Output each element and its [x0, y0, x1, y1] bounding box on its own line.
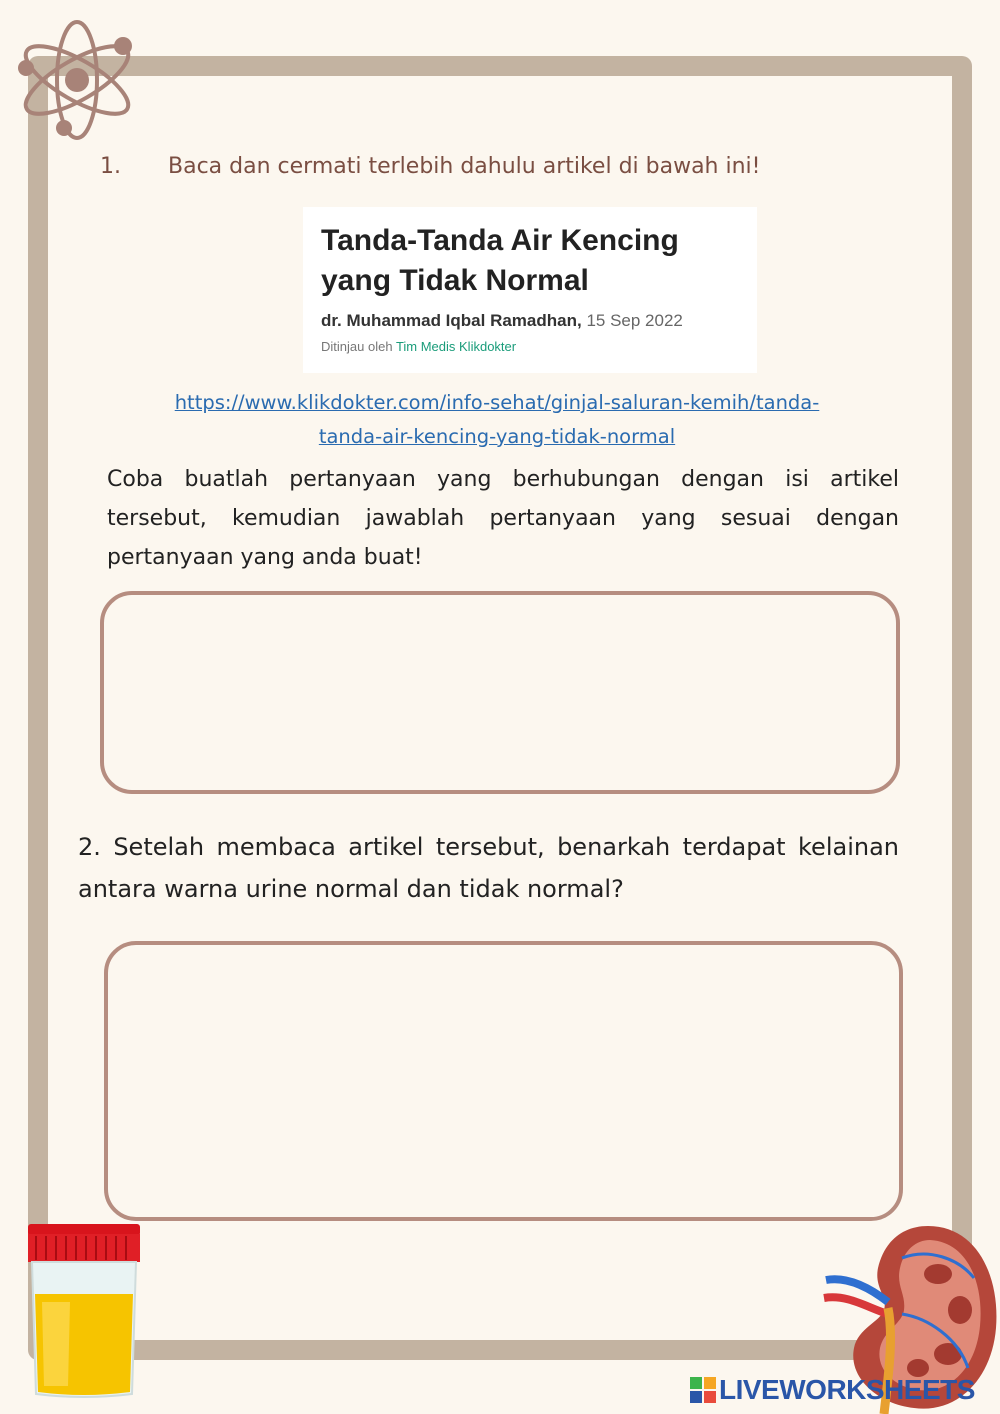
urine-sample-cup-icon: [22, 1222, 146, 1402]
article-title: Tanda-Tanda Air Kencing yang Tidak Normal: [321, 224, 679, 297]
instruction-text: Coba buatlah pertanyaan yang berhubungan dengan isi artikel tersebut, kemudian jawablah pertanyaan yang sesuai dengan pertanyaan yang anda buat!: [107, 467, 899, 570]
question-1-text: Baca dan cermati terlebih dahulu artikel di bawah ini!: [168, 154, 761, 179]
article-byline: [321, 311, 683, 331]
liveworksheets-watermark: [690, 1372, 992, 1408]
article-link-line-1[interactable]: https://www.klikdokter.com/info-sehat/ginjal-saluran-kemih/tanda-: [174, 391, 820, 414]
question-2-text: 2. Setelah membaca artikel tersebut, benarkah terdapat kelainan antara warna urine normal dan tidak normal?: [78, 833, 899, 903]
question-1: [100, 154, 761, 179]
answer-box-2[interactable]: [104, 941, 903, 1221]
article-author: dr. Muhammad Iqbal Ramadhan,: [321, 311, 582, 330]
article-card: [303, 207, 757, 373]
article-link[interactable]: [100, 386, 894, 454]
atom-icon: [12, 20, 142, 140]
reviewed-label: Ditinjau oleh: [321, 339, 393, 354]
question-1-number: 1.: [100, 154, 121, 179]
answer-box-1[interactable]: [100, 591, 900, 794]
article-reviewed: [321, 339, 516, 354]
watermark-text: LIVEWORKSHEETS: [719, 1374, 975, 1405]
liveworksheets-logo-icon: [690, 1377, 716, 1403]
article-date: 15 Sep 2022: [586, 311, 683, 330]
reviewed-by-team: Tim Medis Klikdokter: [395, 339, 517, 354]
article-link-line-2[interactable]: tanda-air-kencing-yang-tidak-normal: [318, 425, 676, 448]
